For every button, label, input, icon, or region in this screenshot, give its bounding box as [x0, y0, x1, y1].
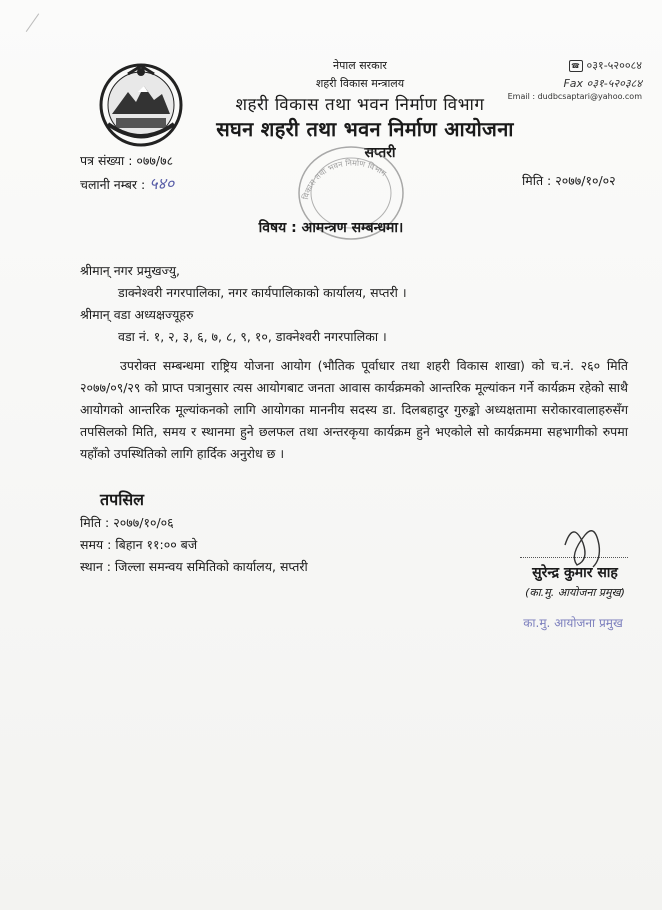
patra-sankhya: पत्र संख्या : ०७७/७८	[80, 153, 174, 168]
letter-body: उपरोक्त सम्बन्धमा राष्ट्रिय योजना आयोग (भौतिक पूर्वाधार तथा शहरी विकास शाखा) को च.नं. २६० मिति २०७७/०९/२९ को प्राप्त पत्रानुसार त्यस आयोगबाट जनता आवास कार्यक्रमको आन्तरिक मूल्यांकन गर्ने कार्यक्रम रहेको साथै आयोगको आन्तरिक मूल्यांकनको लागि आयोगका माननीय सदस्य डा. दिलबहादुर गुरुङ्को अध्यक्षतामा सरोकारवालाहरुसँग तपसिलको मिति, समय र स्थानमा हुने छलफल तथा अन्तरकृया कार्यक्रम हुने भएकोले सो कार्यक्रममा सहभागीको रुपमा यहाँको उपस्थितिको लागि हार्दिक अनुरोध छ ।	[80, 358, 628, 461]
header-ministry: शहरी विकास मन्त्रालय	[315, 77, 405, 90]
chalani-number	[80, 172, 174, 194]
header-department: शहरी विकास तथा भवन निर्माण विभाग	[235, 95, 485, 115]
signatory-name: सुरेन्द्र कुमार साह	[532, 565, 618, 581]
subject-label: विषय :	[258, 220, 297, 236]
subject-line	[0, 218, 662, 237]
svg-text:विकास तथा भवन निर्माण विभाग	[300, 157, 388, 200]
addressee-mayor: श्रीमान् नगर प्रमुखज्यु,	[80, 263, 180, 278]
signatory-role: (का.मु. आयोजना प्रमुख)	[525, 586, 625, 599]
scan-mark	[26, 13, 57, 44]
contact-fax: Fax ०३१-५२०३८४	[563, 77, 642, 90]
header-location: सप्तरी	[364, 145, 396, 161]
tapsil-heading: तपसिल	[100, 490, 145, 509]
chalani-label: चलानी नम्बर :	[80, 177, 146, 192]
telephone-icon: ☎	[569, 60, 583, 72]
telephone-number: ०३१-५२००८४	[586, 59, 642, 72]
letter-date: मिति : २०७७/१०/०२	[522, 173, 616, 188]
subject-text: आमन्त्रण सम्बन्धमा।	[301, 220, 404, 236]
contact-email: Email : dudbcsaptari@yahoo.com	[507, 92, 642, 101]
tapsil-place: स्थान : जिल्ला समन्वय समितिको कार्यालय, सप्तरी	[80, 559, 308, 574]
nepal-emblem-icon	[98, 62, 184, 148]
tapsil-time: समय : बिहान ११:०० बजे	[80, 537, 198, 552]
header-project: सघन शहरी तथा भवन निर्माण आयोजना	[216, 117, 514, 141]
stamp-text: विकास तथा भवन निर्माण विभाग	[301, 158, 388, 201]
signature-line	[520, 557, 628, 558]
header-government: नेपाल सरकार	[333, 59, 387, 72]
addressee-wards: वडा नं. १, २, ३, ६, ७, ८, ९, १०, डाक्नेश्वरी नगरपालिका ।	[118, 329, 387, 344]
chalani-handwritten-value: ५४०	[149, 174, 175, 193]
addressee-ward-chairs: श्रीमान् वडा अध्यक्षज्यूहरु	[80, 307, 194, 322]
signatory-stamp: का.मु. आयोजना प्रमुख	[523, 616, 623, 630]
contact-telephone	[569, 58, 642, 73]
addressee-mayor-office: डाक्नेश्वरी नगरपालिका, नगर कार्यपालिकाको कार्यालय, सप्तरी ।	[118, 285, 407, 300]
tapsil-date: मिति : २०७७/१०/०६	[80, 515, 174, 530]
